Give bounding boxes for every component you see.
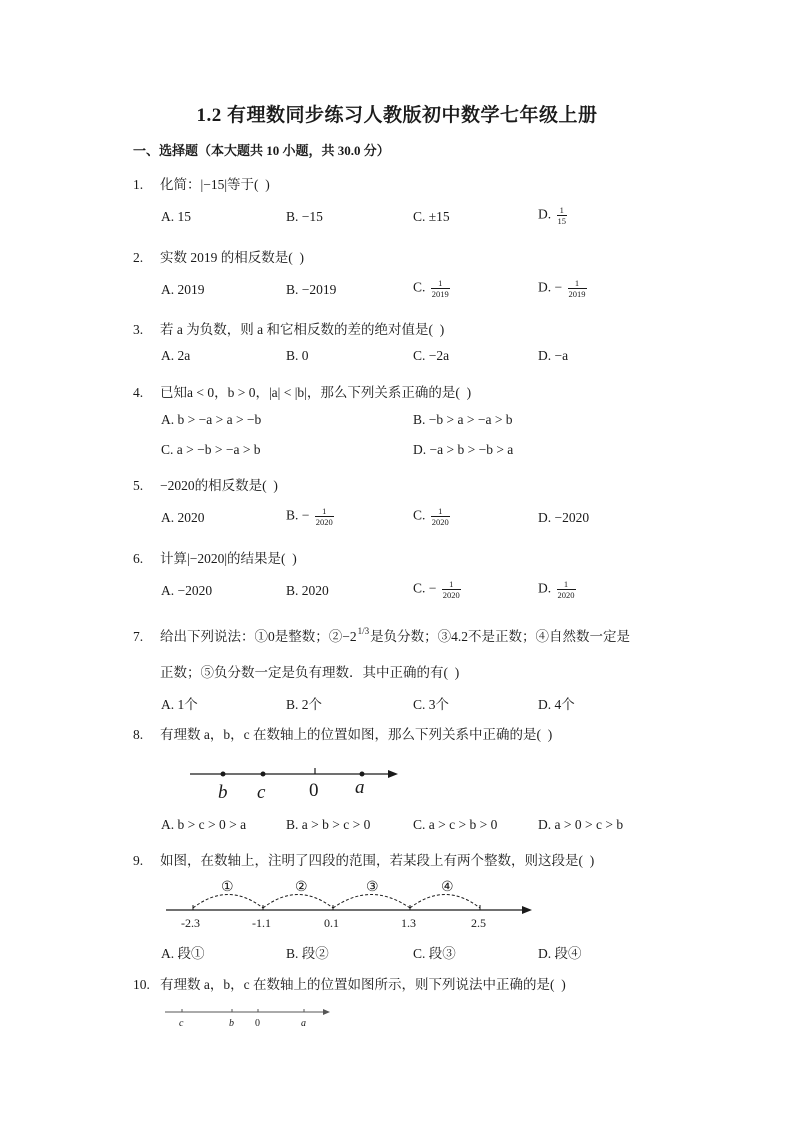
question-number: 10.	[133, 977, 150, 992]
option-d[interactable]: D. 段④	[538, 946, 582, 961]
question-number: 2.	[133, 250, 144, 265]
fraction-numerator: 1	[557, 205, 568, 216]
option-a[interactable]: A. 15	[161, 209, 191, 224]
question-7	[133, 625, 630, 645]
option-b[interactable]: B. 2020	[286, 583, 329, 598]
option-d[interactable]: D. a > 0 > c > b	[538, 817, 624, 832]
fraction-numerator: 1	[557, 579, 576, 590]
question-7-line-2: 正数；⑤负分数一定是负有理数．其中正确的有( )	[160, 665, 460, 680]
question-stem: 已知a < 0，b > 0，|a| < |b|，那么下列关系正确的是( )	[160, 385, 472, 400]
question-stem: 有理数 a，b，c 在数轴上的位置如图所示，则下列说法中正确的是( )	[160, 977, 566, 992]
fraction	[431, 506, 450, 527]
label-zero: 0	[309, 780, 319, 801]
option-a[interactable]: A. 1个	[161, 697, 198, 712]
option-c[interactable]: C. −2a	[413, 348, 450, 363]
tick-label: 1.3	[401, 916, 416, 930]
option-c[interactable]	[413, 506, 450, 527]
fraction-denominator: 2020	[557, 590, 575, 600]
page-title: 1.2 有理数同步练习人教版初中数学七年级上册	[196, 105, 598, 126]
question-number: 3.	[133, 322, 144, 337]
fraction	[315, 506, 334, 527]
option-b[interactable]: B. −2019	[286, 282, 337, 297]
fraction-numerator: 1	[442, 579, 461, 590]
fraction-denominator: 2020	[315, 517, 333, 527]
arrow-icon	[388, 770, 398, 778]
label-a: a	[355, 777, 365, 798]
option-c[interactable]: C. a > −b > −a > b	[161, 442, 261, 457]
question-stem: −2020的相反数是( )	[160, 478, 278, 493]
label-c: c	[257, 782, 266, 803]
option-b[interactable]	[286, 506, 334, 527]
question-1	[133, 173, 270, 193]
question-stem: 若 a 为负数，则 a 和它相反数的差的绝对值是( )	[160, 322, 445, 337]
option-label: C. −	[413, 580, 437, 596]
segment-arc	[263, 895, 333, 909]
option-b[interactable]: B. −b > a > −a > b	[413, 412, 513, 427]
question-6	[133, 547, 297, 567]
option-b[interactable]: B. a > b > c > 0	[286, 817, 371, 832]
point-c	[261, 772, 266, 777]
label-b: b	[229, 1018, 234, 1029]
option-a[interactable]: A. 2a	[161, 348, 191, 363]
option-label: C.	[413, 279, 426, 295]
fraction	[568, 278, 587, 299]
label-zero: 0	[255, 1018, 260, 1029]
question-number: 5.	[133, 478, 144, 493]
question-stem: 计算|−2020|的结果是( )	[160, 551, 297, 566]
segment-arc	[333, 895, 410, 909]
option-d[interactable]	[538, 579, 576, 600]
option-d[interactable]: D. −a	[538, 348, 569, 363]
option-c[interactable]: C. 3个	[413, 697, 450, 712]
fraction	[442, 579, 461, 600]
option-a[interactable]: A. 段①	[161, 946, 205, 961]
option-d[interactable]	[538, 205, 567, 226]
question-number: 9.	[133, 853, 144, 868]
option-c[interactable]: C. ±15	[413, 209, 450, 224]
option-a[interactable]: A. b > c > 0 > a	[161, 817, 247, 832]
fraction-denominator: 15	[557, 216, 566, 226]
question-4	[133, 381, 471, 401]
option-c[interactable]	[413, 579, 461, 600]
option-d[interactable]: D. −2020	[538, 510, 590, 525]
option-a[interactable]: A. −2020	[161, 583, 213, 598]
fraction-denominator: 2019	[431, 289, 449, 299]
option-a[interactable]: A. 2020	[161, 510, 205, 525]
arrow-icon	[323, 1009, 330, 1015]
tick-label: 2.5	[471, 916, 486, 930]
option-b[interactable]: B. −15	[286, 209, 323, 224]
option-label: D. −	[538, 279, 563, 295]
fraction-numerator: 1	[431, 506, 450, 517]
label-b: b	[218, 782, 228, 803]
question-number: 6.	[133, 551, 144, 566]
section-heading: 一、选择题（本大题共 10 小题，共 30.0 分）	[133, 143, 390, 158]
question-stem: 实数 2019 的相反数是( )	[160, 250, 304, 265]
option-c[interactable]: C. 段③	[413, 946, 456, 961]
arrow-icon	[522, 906, 532, 914]
question-stem: 化简：|−15|等于( )	[160, 177, 270, 192]
option-c[interactable]: C. a > c > b > 0	[413, 817, 498, 832]
option-c[interactable]	[413, 278, 450, 299]
fraction	[557, 579, 576, 600]
question-stem-part-1: 给出下列说法：①0是整数；②−2	[160, 629, 357, 644]
question-stem: 有理数 a，b，c 在数轴上的位置如图，那么下列关系中正确的是( )	[160, 727, 553, 742]
fraction	[557, 205, 568, 226]
tick-label: 0.1	[324, 916, 339, 930]
question-9	[133, 849, 594, 869]
option-b[interactable]: B. 2个	[286, 697, 323, 712]
question-8	[133, 723, 552, 743]
segment-label: ①	[221, 880, 234, 895]
point-b	[221, 772, 226, 777]
fraction-denominator: 2020	[431, 517, 449, 527]
fraction	[431, 278, 450, 299]
option-d[interactable]: D. −a > b > −b > a	[413, 442, 514, 457]
option-b[interactable]: B. 段②	[286, 946, 329, 961]
question-number: 7.	[133, 629, 144, 644]
question-10	[133, 973, 566, 993]
question-stem-part-2: 是负分数；③4.2不是正数；④自然数一定是	[370, 629, 631, 644]
question-5	[133, 474, 278, 494]
question-number: 1.	[133, 177, 144, 192]
segment-arc	[193, 895, 263, 909]
tick-label: -1.1	[252, 916, 271, 930]
point-a	[360, 772, 365, 777]
label-a: a	[301, 1018, 306, 1029]
superscript-fraction: 1/3	[357, 626, 370, 636]
fraction-denominator: 2020	[442, 590, 460, 600]
fraction-numerator: 1	[431, 278, 450, 289]
number-line-figure-8	[185, 760, 405, 805]
option-a[interactable]: A. 2019	[161, 282, 205, 297]
label-c: c	[179, 1018, 184, 1029]
question-number: 4.	[133, 385, 144, 400]
number-line-figure-9	[160, 873, 540, 933]
option-label: D.	[538, 206, 552, 222]
option-d[interactable]	[538, 278, 587, 299]
option-b[interactable]: B. 0	[286, 348, 309, 363]
segment-arc	[410, 895, 480, 909]
fraction-denominator: 2019	[568, 289, 586, 299]
option-label: D.	[538, 580, 552, 596]
option-d[interactable]: D. 4个	[538, 697, 575, 712]
segment-label: ④	[441, 880, 454, 895]
question-number: 8.	[133, 727, 144, 742]
number-line-figure-10	[162, 1004, 337, 1032]
fraction-numerator: 1	[315, 506, 334, 517]
option-label: C.	[413, 507, 426, 523]
question-3	[133, 318, 444, 338]
segment-label: ②	[295, 880, 308, 895]
question-stem: 如图，在数轴上，注明了四段的范围，若某段上有两个整数，则这段是( )	[160, 853, 595, 868]
segment-label: ③	[366, 880, 379, 895]
option-a[interactable]: A. b > −a > a > −b	[161, 412, 262, 427]
option-label: B. −	[286, 507, 310, 523]
fraction-numerator: 1	[568, 278, 587, 289]
tick-label: -2.3	[181, 916, 200, 930]
question-2	[133, 246, 304, 266]
